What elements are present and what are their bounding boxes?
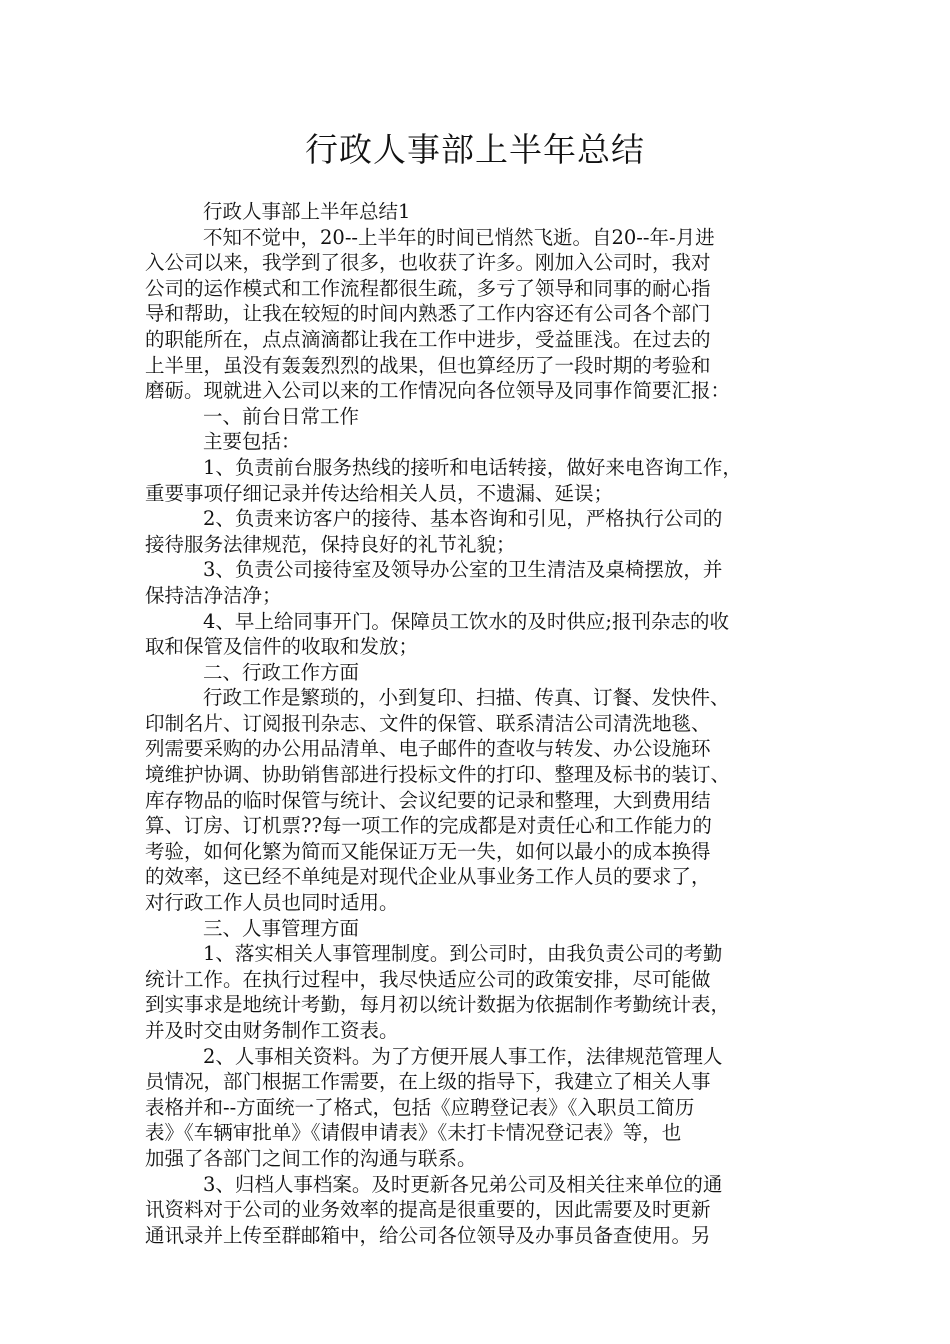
body-line: 公司的运作模式和工作流程都很生疏，多亏了领导和同事的耐心指	[145, 276, 711, 300]
body-line: 上半里，虽没有轰轰烈烈的战果，但也算经历了一段时期的考验和	[145, 353, 711, 377]
body-line: 的效率，这已经不单纯是对现代企业从事业务工作人员的要求了，	[145, 865, 711, 889]
body-line: 库存物品的临时保管与统计、会议纪要的记录和整理，大到费用结	[145, 788, 711, 812]
body-line: 表》《车辆审批单》《请假申请表》《未打卡情况登记表》等，也	[145, 1121, 682, 1145]
body-line: 二、行政工作方面	[203, 660, 360, 684]
body-line: 入公司以来，我学到了很多，也收获了许多。刚加入公司时，我对	[145, 251, 711, 275]
body-line: 导和帮助，让我在较短的时间内熟悉了工作内容还有公司各个部门	[145, 302, 711, 326]
body-line: 算、订房、订机票??每一项工作的完成都是对责任心和工作能力的	[145, 814, 712, 838]
body-line: 对行政工作人员也同时适用。	[145, 891, 399, 915]
body-line: 行政人事部上半年总结1	[203, 200, 411, 223]
body-line: 4、早上给同事开门。保障员工饮水的及时供应;报刊杂志的收	[203, 609, 729, 633]
body-line: 列需要采购的办公用品清单、电子邮件的查收与转发、办公设施环	[145, 737, 711, 761]
body-line: 主要包括：	[203, 430, 301, 454]
body-line: 统计工作。在执行过程中，我尽快适应公司的政策安排，尽可能做	[145, 967, 711, 991]
body-line: 讯资料对于公司的业务效率的提高是很重要的，因此需要及时更新	[145, 1198, 711, 1222]
body-line: 磨砺。现就进入公司以来的工作情况向各位领导及同事作简要汇报：	[145, 379, 731, 403]
body-line: 接待服务法律规范，保持良好的礼节礼貌；	[145, 532, 516, 556]
body-line: 行政工作是繁琐的，小到复印、扫描、传真、订餐、发快件、	[203, 686, 730, 710]
body-line: 考验，如何化繁为简而又能保证万无一失，如何以最小的成本换得	[145, 839, 711, 863]
body-line: 并及时交由财务制作工资表。	[145, 1019, 399, 1042]
body-line: 保持洁净洁净；	[145, 583, 282, 607]
body-line: 通讯录并上传至群邮箱中，给公司各位领导及办事员备查使用。另	[145, 1223, 711, 1247]
body-line: 1、负责前台服务热线的接听和电话转接，做好来电咨询工作，	[203, 455, 742, 479]
document-body	[145, 199, 825, 1248]
body-line: 到实事求是地统计考勤，每月初以统计数据为依据制作考勤统计表，	[145, 993, 731, 1017]
body-line: 取和保管及信件的收取和发放；	[145, 635, 419, 659]
body-line: 员情况，部门根据工作需要，在上级的指导下，我建立了相关人事	[145, 1070, 711, 1094]
body-line: 2、负责来访客户的接待、基本咨询和引见，严格执行公司的	[203, 507, 723, 531]
body-line: 印制名片、订阅报刊杂志、文件的保管、联系清洁公司清洗地毯、	[145, 711, 711, 735]
body-line: 不知不觉中，20--上半年的时间已悄然飞逝。自20--年-月进	[203, 225, 715, 249]
body-line: 重要事项仔细记录并传达给相关人员，不遗漏、延误；	[145, 481, 614, 505]
body-line: 的职能所在，点点滴滴都让我在工作中进步，受益匪浅。在过去的	[145, 327, 711, 351]
body-line: 3、归档人事档案。及时更新各兄弟公司及相关往来单位的通	[203, 1172, 723, 1196]
body-line: 表格并和--方面统一了格式，包括《应聘登记表》《入职员工简历	[145, 1095, 695, 1119]
body-line: 三、人事管理方面	[203, 916, 360, 940]
body-line: 3、负责公司接待室及领导办公室的卫生清洁及桌椅摆放，并	[203, 558, 723, 582]
body-line: 2、人事相关资料。为了方便开展人事工作，法律规范管理人	[203, 1044, 723, 1068]
body-line: 一、前台日常工作	[203, 404, 360, 428]
body-line: 加强了各部门之间工作的沟通与联系。	[145, 1146, 477, 1170]
body-line: 境维护协调、协助销售部进行投标文件的打印、整理及标书的装订、	[145, 763, 731, 787]
body-line: 1、落实相关人事管理制度。到公司时，由我负责公司的考勤	[203, 942, 723, 966]
page-title: 行政人事部上半年总结	[305, 130, 645, 169]
